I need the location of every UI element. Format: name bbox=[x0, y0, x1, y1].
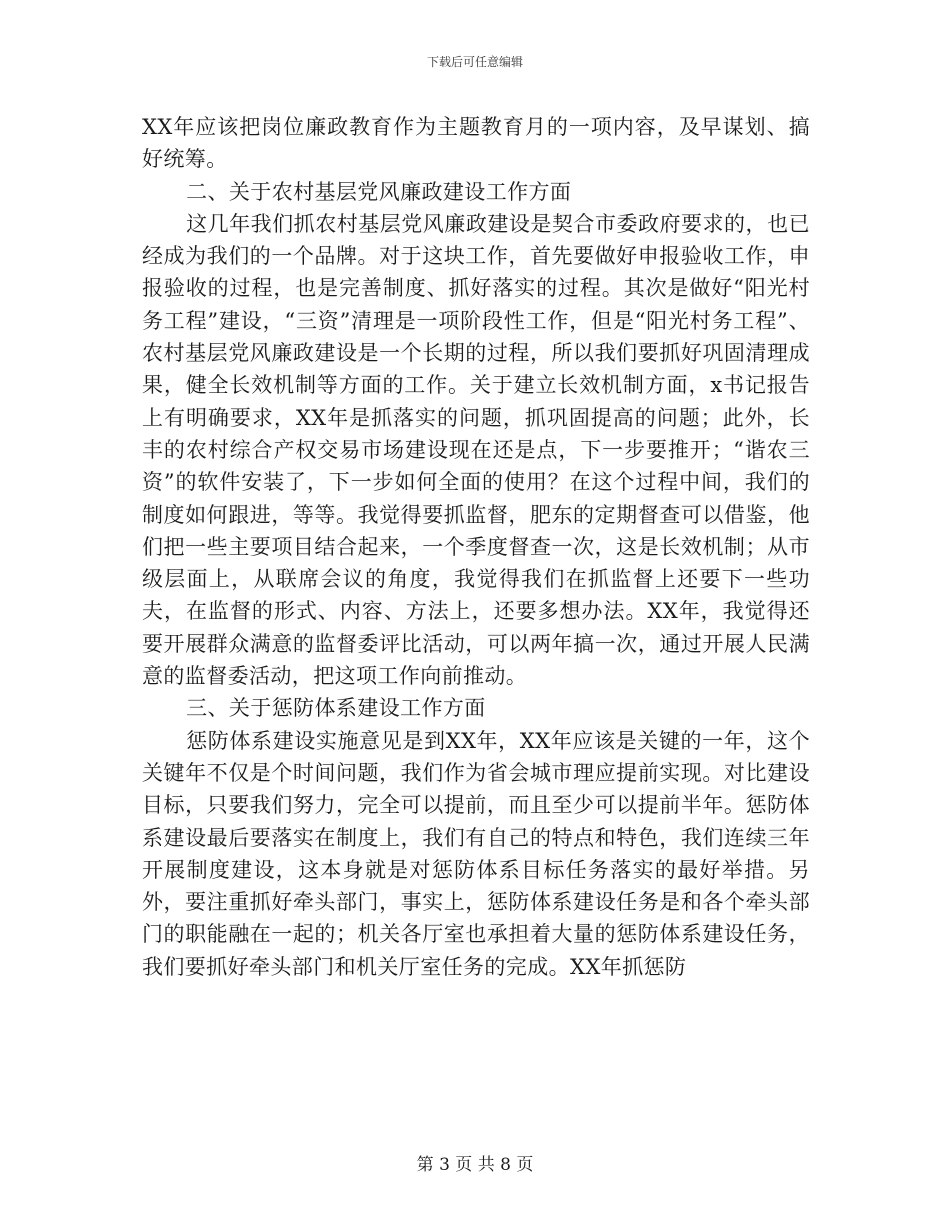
paragraph-rural-party-conduct: 这几年我们抓农村基层党风廉政建设是契合市委政府要求的，也已经成为我们的一个品牌。对于这块工作，首先要做好申报验收工作，申报验收的过程，也是完善制度、抓好落实的过程。其次是做好“阳光村务工程”建设，“三资”清理是一项阶段性工作，但是“阳光村务工程”、农村基层党风廉政建设是一个长期的过程，所以我们要抓好巩固清理成果，健全长效机制等方面的工作。关于建立长效机制方面，x书记报告上有明确要求，XX年是抓落实的问题，抓巩固提高的问题；此外，长丰的农村综合产权交易市场建设现在还是点，下一步要推开；“谐农三资”的软件安装了，下一步如何全面的使用？在这个过程中间，我们的制度如何跟进，等等。我觉得要抓监督，肥东的定期督查可以借鉴，他们把一些主要项目结合起来，一个季度督查一次，这是长效机制；从市级层面上，从联席会议的角度，我觉得我们在抓监督上还要下一些功夫，在监督的形式、内容、方法上，还要多想办法。XX年，我觉得还要开展群众满意的监督委评比活动，可以两年搞一次，通过开展人民满意的监督委活动，把这项工作向前推动。 bbox=[142, 211, 810, 689]
page-footer bbox=[0, 1154, 950, 1176]
page-label-suffix: 页 bbox=[516, 1155, 534, 1175]
page-header: 下载后可任意编辑 bbox=[426, 55, 523, 69]
total-pages-number: 8 bbox=[500, 1155, 511, 1175]
paragraph-punishment-prevention: 惩防体系建设实施意见是到XX年，XX年应该是关键的一年，这个关键年不仅是个时间问题，我们作为省会城市理应提前实现。对比建设目标，只要我们努力，完全可以提前，而且至少可以提前半年。惩防体系建设最后要落实在制度上，我们有自己的特点和特色，我们连续三年开展制度建设，这本身就是对惩防体系目标任务落实的最好举措。另外，要注重抓好牵头部门，事实上，惩防体系建设任务是和各个牵头部门的职能融在一起的；机关各厅室也承担着大量的惩防体系建设任务，我们要抓好牵头部门和机关厅室任务的完成。XX年抓惩防 bbox=[142, 728, 810, 979]
total-label: 共 bbox=[477, 1155, 495, 1175]
section-heading-rural-party-conduct: 二、关于农村基层党风廉政建设工作方面 bbox=[186, 179, 572, 204]
page-label-prefix: 第 bbox=[416, 1155, 434, 1175]
page-label-mid: 页 bbox=[455, 1155, 473, 1175]
paragraph-continuation: XX年应该把岗位廉政教育作为主题教育月的一项内容，及早谋划、搞好统筹。 bbox=[142, 115, 810, 172]
current-page-number: 3 bbox=[439, 1155, 450, 1175]
section-heading-punishment-prevention: 三、关于惩防体系建设工作方面 bbox=[186, 696, 486, 721]
document-body bbox=[142, 111, 810, 983]
